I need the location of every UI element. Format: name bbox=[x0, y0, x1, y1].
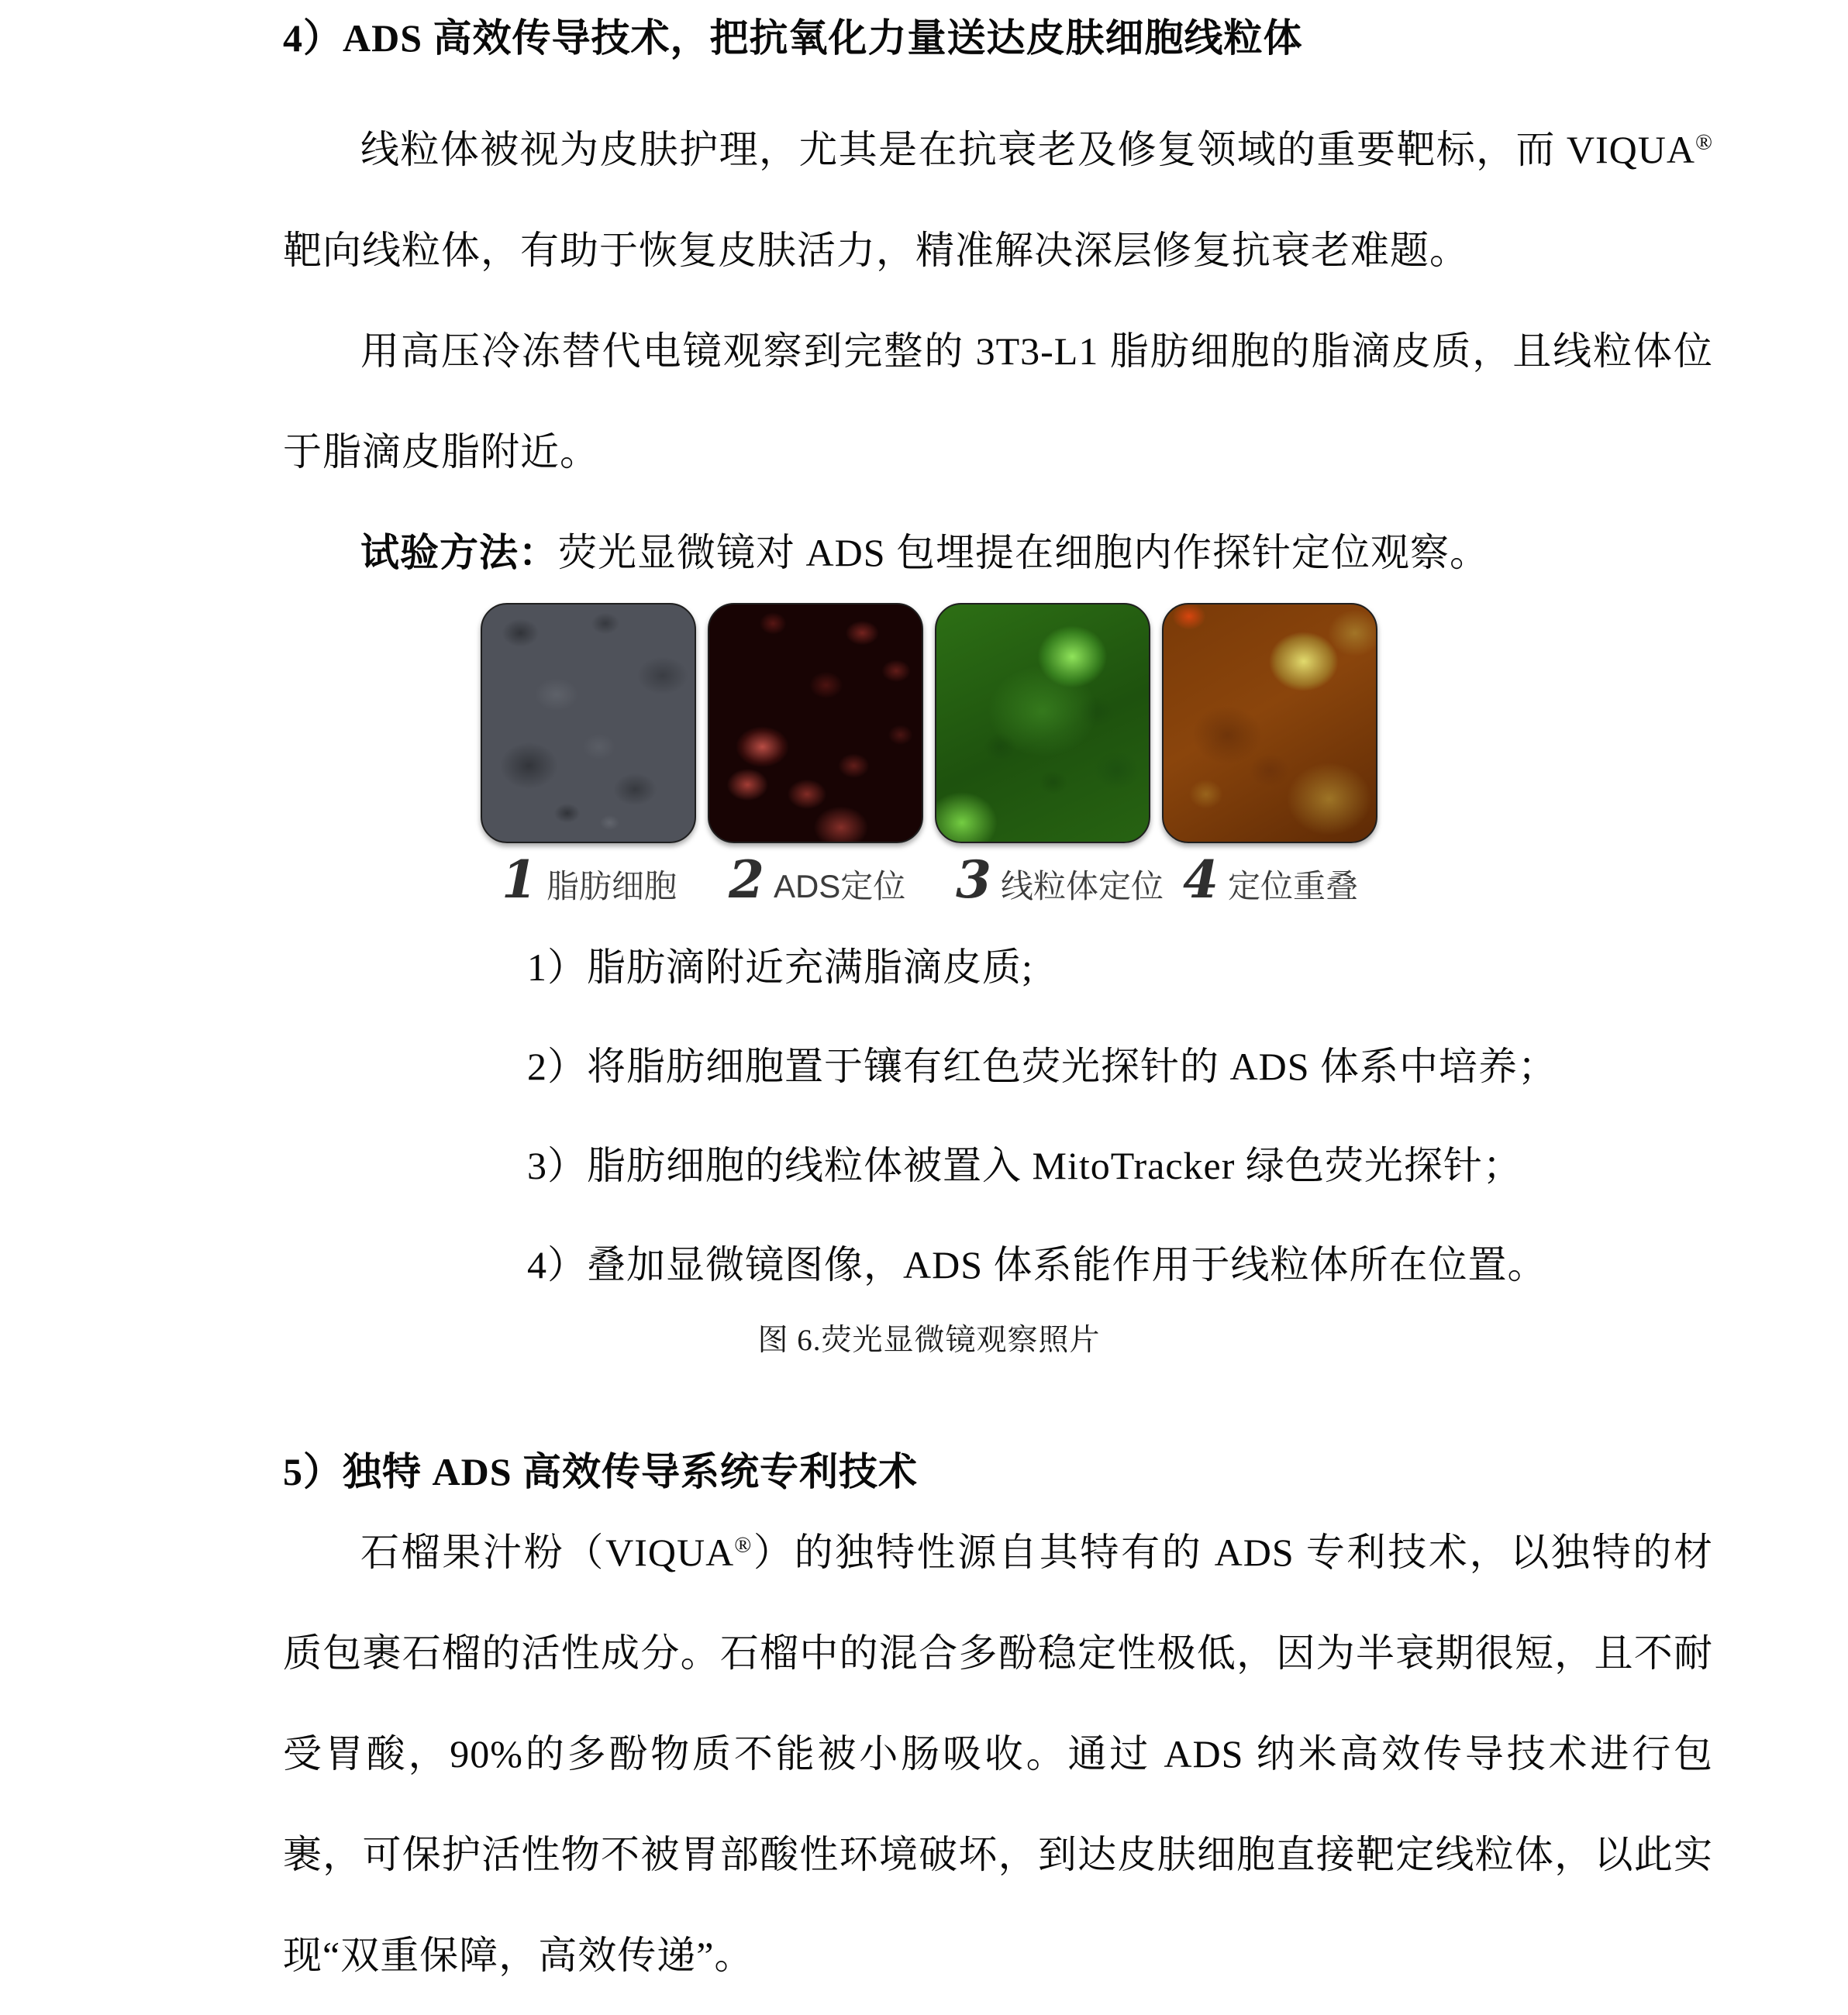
panel-label-3 bbox=[935, 849, 1164, 910]
panel-label-text: 定位重叠 bbox=[1227, 868, 1358, 904]
micrograph-row bbox=[481, 603, 1713, 843]
method-line bbox=[283, 502, 1713, 603]
section4-para1 bbox=[283, 99, 1713, 301]
panel-label-4 bbox=[1162, 849, 1377, 910]
observations-list bbox=[283, 918, 1713, 1314]
registered-trademark-sup: ® bbox=[1695, 129, 1713, 155]
observation-item: 2）将脂肪细胞置于镶有红色荧光探针的 ADS 体系中培养； bbox=[527, 1045, 1558, 1088]
registered-trademark-sup: ® bbox=[734, 1532, 753, 1558]
section5-para1 bbox=[283, 1502, 1713, 2006]
panel-number: 3 bbox=[956, 849, 991, 910]
micrograph-mitotracker-green-image bbox=[935, 603, 1150, 843]
panel-number: 1 bbox=[502, 849, 537, 910]
section5-heading: 5）独特 ADS 高效传导系统专利技术 bbox=[283, 1450, 919, 1493]
text-segment: 线粒体被视为皮肤护理，尤其是在抗衰老及修复领域的重要靶标，而 VIQUA bbox=[360, 128, 1695, 171]
text-segment: ）的独特性源自其特有的 ADS 专利技术，以独特的材质包裹石榴的活性成分。石榴中的混合多酚稳定性极低，因为半衰期很短，且不耐受胃酸，90%的多酚物质不能被小肠吸收。通过 ADS 纳米高效传导技术进行包裹，可保护活性物不被胃部酸性环境破坏，到达皮肤细胞直接靶定线粒体，以此实现“双重保障，高效传递”。 bbox=[283, 1531, 1713, 1977]
observation-item: 3）脂肪细胞的线粒体被置入 MitoTracker 绿色荧光探针； bbox=[527, 1144, 1522, 1187]
panel-label-text: ADS定位 bbox=[773, 868, 906, 904]
figure-caption: 图 6.荧光显微镜观察照片 bbox=[757, 1324, 1101, 1357]
micrograph-adipocyte-image bbox=[481, 603, 696, 843]
observation-item: 4）叠加显微镜图像，ADS 体系能作用于线粒体所在位置。 bbox=[527, 1243, 1547, 1286]
observation-item: 1）脂肪滴附近充满脂滴皮质; bbox=[527, 946, 1033, 989]
text-segment: 石榴果汁粉（VIQUA bbox=[360, 1531, 735, 1574]
panel-label-2 bbox=[708, 849, 923, 910]
section4-heading: 4）ADS 高效传导技术，把抗氧化力量送达皮肤细胞线粒体 bbox=[283, 16, 1303, 60]
micrograph-labels bbox=[481, 849, 1713, 910]
panel-label-1 bbox=[481, 849, 696, 910]
figure-6 bbox=[481, 603, 1713, 910]
panel-number: 4 bbox=[1183, 849, 1219, 910]
section4-para2: 用高压冷冻替代电镜观察到完整的 3T3-L1 脂肪细胞的脂滴皮质，且线粒体位于脂滴皮脂附近。 bbox=[283, 329, 1713, 474]
panel-number: 2 bbox=[729, 849, 764, 910]
micrograph-ads-red-image bbox=[708, 603, 923, 843]
text-segment: 靶向线粒体，有助于恢复皮肤活力，精准解决深层修复抗衰老难题。 bbox=[283, 229, 1469, 272]
method-text: 荧光显微镜对 ADS 包埋提在细胞内作探针定位观察。 bbox=[558, 531, 1490, 574]
panel-label-text: 线粒体定位 bbox=[1000, 868, 1164, 904]
panel-label-text: 脂肪细胞 bbox=[546, 868, 677, 904]
method-label: 试验方法： bbox=[360, 531, 558, 574]
micrograph-overlay-image bbox=[1162, 603, 1377, 843]
